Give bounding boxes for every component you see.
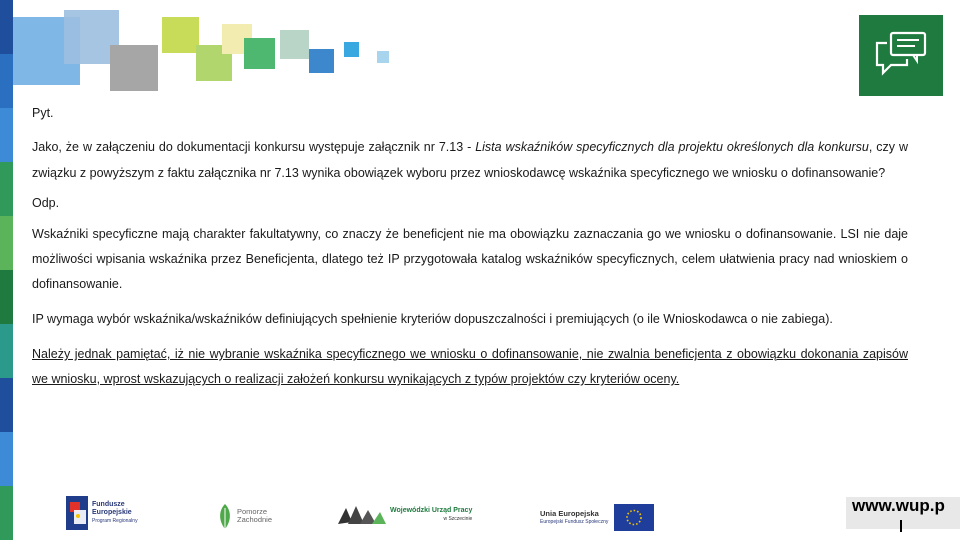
chat-tile xyxy=(859,15,943,96)
faq-content xyxy=(32,100,908,392)
question-italic: Lista wskaźników specyficznych dla projektu określonych dla konkursu xyxy=(475,140,869,154)
unia-europejska-logo: Unia Europejska Europejski Fundusz Społeczny xyxy=(540,504,654,531)
left-color-strip xyxy=(0,0,13,540)
wup-mark-icon xyxy=(338,502,386,528)
question-label: Pyt. xyxy=(32,106,54,120)
fundusze-europejskie-logo: Fundusze Europejskie Program Regionalny xyxy=(66,496,138,530)
wup-szczecin-logo: Wojewódzki Urząd Pracy w Szczecinie xyxy=(338,502,472,528)
answer-paragraph-1: Wskaźniki specyficzne mają charakter fakultatywny, co znaczy że beneficjent nie ma obowiązku zaznaczania go we wniosku o dofinansowanie. LSI nie daje możliwości wpisania wskaźnika przez Beneficjenta, dlatego też IP przygotowała katalog wskaźników specyficznych, celem ułatwienia pracy nad wnioskiem o dofinansowanie. xyxy=(32,227,908,291)
answer-label: Odp. xyxy=(32,196,60,210)
footer-logos xyxy=(0,490,960,540)
text-cursor xyxy=(900,520,902,532)
answer-paragraph-3: Należy jednak pamiętać, iż nie wybranie wskaźnika specyficznego we wniosku o dofinansowanie, nie zwalnia beneficjenta z obowiązku dokonania zapisów we wniosku, wprost wskazujących o realizacji założeń konkursu wynikających z typów projektów czy kryteriów oceny. xyxy=(32,347,908,386)
chat-bubbles-icon xyxy=(873,29,929,81)
answer-paragraph-2: IP wymaga wybór wskaźnika/wskaźników definiujących spełnienie kryteriów dopuszczalności i premiujących (o ile Wnioskodawca o nie zabiega). xyxy=(32,312,833,326)
fe-flag-icon xyxy=(66,496,88,530)
question-text: Jako, że w załączeniu do dokumentacji konkursu występuje załącznik nr 7.13 - Lista wskaźników specyficznych dla projektu określonych dla konkursu, czy w związku z powyższym z faktu załącznika nr 7.13 wynika obowiązek wyboru przez wnioskodawcę wskaźnika specyficznego we wniosku o dofinansowanie? xyxy=(32,140,908,180)
eu-flag-icon xyxy=(614,504,654,531)
website-link[interactable]: www.wup.p xyxy=(852,496,945,515)
pomorze-zachodnie-logo: Pomorze Zachodnie xyxy=(216,502,272,530)
leaf-icon xyxy=(216,502,234,530)
